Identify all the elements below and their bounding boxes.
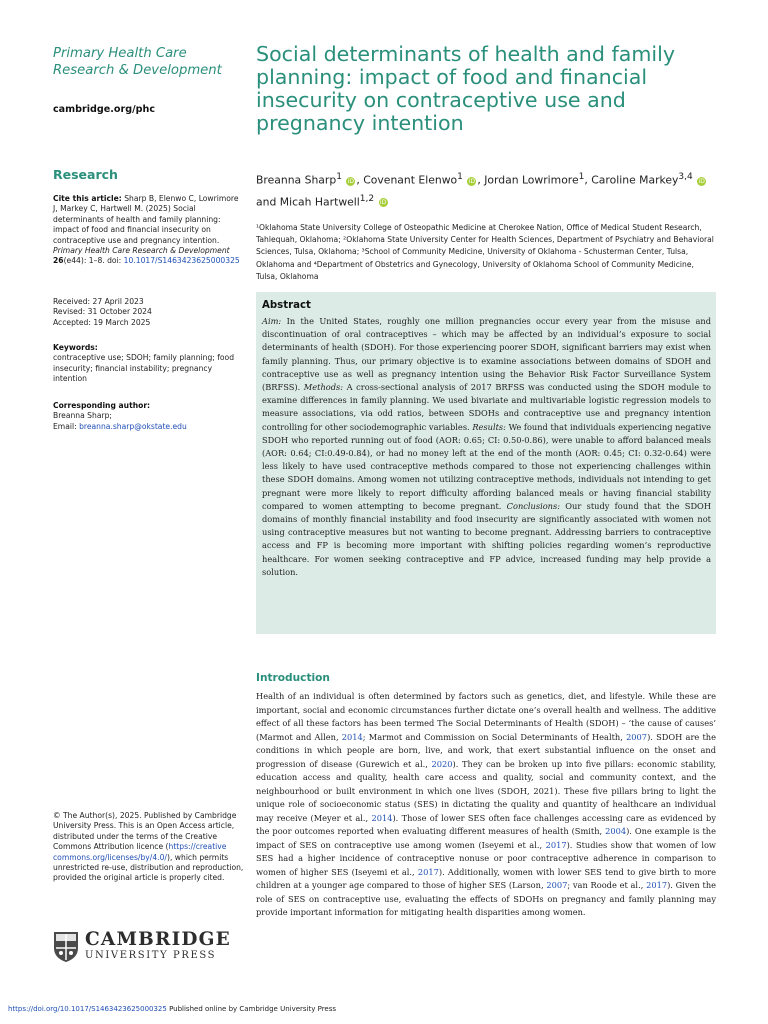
abstract-methods-label: Methods: bbox=[303, 382, 344, 393]
affiliations: ¹Oklahoma State University College of Osteopathic Medicine at Cherokee Nation, Office of Medical Student Research, Tahlequah, Oklahoma; ²Oklahoma State University Center for Health Sciences, Department of Psychiatry and Behavioral Sciences, Tulsa, Oklahoma; ³School of Community Medicine, University of Oklahoma - Schusterman Center, Tulsa, Oklahoma and ⁴Department of Obstetrics and Gynecology, University of Oklahoma School of Community Medicine, Tulsa, Oklahoma bbox=[256, 223, 714, 281]
orcid-icon[interactable]: iD bbox=[698, 177, 705, 185]
corresponding-author-block bbox=[53, 401, 245, 432]
author-sup: 1 bbox=[578, 172, 585, 182]
abstract-results-label: Results: bbox=[472, 421, 506, 432]
citation-link[interactable]: 2007 bbox=[546, 880, 568, 890]
page-footer bbox=[8, 1005, 336, 1013]
orcid-icon[interactable]: iD bbox=[379, 199, 387, 207]
citation-link[interactable]: 2020 bbox=[431, 758, 453, 769]
cite-doi-link[interactable]: 10.1017/S1463423625000325 bbox=[123, 256, 240, 266]
intro-text: ). Given the role of SES on contraceptive use, evaluating the effects of SDOHs on pregnancy and family planning may provide important information for mitigating health disparities among women. bbox=[256, 880, 717, 917]
cite-pages: (e44): 1–8. doi: bbox=[63, 256, 122, 266]
keywords-list: contraceptive use; SDOH; family planning; food insecurity; financial instability; pregnancy intention bbox=[53, 353, 235, 384]
orcid-icon[interactable]: iD bbox=[468, 177, 475, 185]
license-link[interactable]: https://creative commons.org/licenses/by/4.0/ bbox=[53, 842, 227, 862]
citation-link[interactable]: 2014 bbox=[341, 731, 363, 742]
cite-text: Sharp B, Elenwo C, Lowrimore J, Markey C, Hartwell M. (2025) Social determinants of health and family planning: impact of food and financial insecurity on contraceptive use and pregnancy intention. bbox=[53, 194, 239, 245]
cambridge-logo bbox=[53, 930, 243, 964]
journal-name: Primary Health Care Research & Development bbox=[53, 46, 222, 78]
citation-link[interactable]: 2017 bbox=[417, 866, 439, 877]
intro-text: ). Additionally, women with lower SES tend to give birth to more children at a younger age compared to those of higher SES (Larson, bbox=[256, 866, 716, 890]
introduction-heading: Introduction bbox=[256, 672, 330, 684]
introduction-paragraph bbox=[256, 690, 716, 920]
corr-email-link[interactable]: breanna.sharp@okstate.edu bbox=[79, 421, 187, 431]
citation-link[interactable]: 2014 bbox=[371, 812, 393, 823]
intro-text: Health of an individual is often determined by factors such as genetics, diet, and lifestyle. While these are important, social and economic circumstances further dictate one’s overall health and wellness. The additive effect of all these factors has been termed The Social Determinants of Health (SDOH) – ‘the cause of causes’ (Marmot and Allen, bbox=[256, 691, 716, 742]
author-and: and bbox=[256, 195, 277, 209]
abstract-text bbox=[262, 315, 711, 579]
intro-text: ). One example is the impact of SES on contraceptive use among women (Iseyemi et al., bbox=[256, 826, 716, 850]
abstract-results: We found that individuals experiencing negative SDOH who reported running out of food (AOR: 0.65; CI: 0.50-0.86), were unable to afford balanced meals (AOR: 0.64; CI:0.49-0.84), or had no money left at the end of the month (AOR: 0.45; CI: 0.32-0.64) were less likely to have used contraceptive methods compared to those not experiencing challenges within these SDOH domains. Among women not utilizing contraceptive methods, individuals not intending to get pregnant were more likely to report difficulty affording balanced meals or having financial stability compared to women attempting to become pregnant. bbox=[262, 421, 712, 511]
author-name[interactable]: Jordan Lowrimore bbox=[484, 173, 579, 187]
intro-text: ; van Roode et al., bbox=[567, 880, 647, 890]
dates-block bbox=[53, 297, 245, 328]
revised-date: Revised: 31 October 2024 bbox=[53, 307, 152, 317]
citation-block bbox=[53, 194, 245, 267]
license-text-2: ), which permits unrestricted re-use, distribution and reproduction, provided the original article is properly cited. bbox=[53, 852, 244, 883]
abstract-methods: A cross-sectional analysis of 2017 BRFSS was conducted using the SDOH module to examine differences in family planning. We used bivariate and multivariable logistic regression models to measure associations, via odd ratios, between SDOHs and contraceptive use and pregnancy intention controlling for other sociodemographic variables. bbox=[262, 382, 712, 432]
abstract-aim-label: Aim: bbox=[262, 316, 282, 326]
article-title: Social determinants of health and family planning: impact of food and financial insecurity on contraceptive use and pregnancy intention bbox=[256, 42, 676, 135]
article-type: Research bbox=[53, 167, 118, 182]
corr-label: Corresponding author: bbox=[53, 401, 151, 410]
license-block bbox=[53, 811, 245, 884]
author-sup: 1,2 bbox=[359, 193, 375, 204]
received-date: Received: 27 April 2023 bbox=[53, 297, 144, 306]
keywords-label: Keywords: bbox=[53, 343, 98, 352]
abstract-conclusions: Our study found that the SDOH domains of monthly financial instability and food insecurity are significantly associated with women not using contraceptive measures but not wanting to become pregnant. Addressing barriers to contraceptive access and FP is becoming more important with shifting policies regarding women’s reproductive healthcare. For women seeking contraceptive and FP advice, increased funding may help provide a solution. bbox=[262, 500, 712, 577]
accepted-date: Accepted: 19 March 2025 bbox=[53, 317, 151, 327]
citation-link[interactable]: 2004 bbox=[605, 826, 627, 836]
intro-text: ; Marmot and Commission on Social Determinants of Health, bbox=[362, 731, 627, 742]
cite-label: Cite this article: bbox=[53, 194, 122, 203]
author-list: Breanna Sharp$^1$ iD , Covenant Elenwo$^1$ iD , Jordan Lowrimore$^1$, Caroline Markey$^{3,4}$ iD and Micah Hartwell$^{1,2}$ iD bbox=[256, 172, 705, 209]
cite-volume: 26 bbox=[53, 256, 64, 266]
author-name[interactable]: Caroline Markey bbox=[591, 173, 679, 187]
author-sup: 1 bbox=[457, 172, 463, 182]
cambridge-shield-icon bbox=[53, 931, 79, 963]
license-text-1: © The Author(s), 2025. Published by Cambridge University Press. This is an Open Access article, distributed under the terms of the Creative Commons Attribution licence ( bbox=[53, 811, 237, 852]
footer-published: Published online by Cambridge University Press bbox=[166, 1005, 337, 1013]
abstract-heading: Abstract bbox=[262, 300, 311, 311]
footer-doi-link[interactable]: https://doi.org/10.1017/S1463423625000325 bbox=[8, 1005, 167, 1013]
intro-text: ). Those of lower SES often face challenges accessing care as evidenced by the poor outcomes reported when evaluating different measures of health (Smith, bbox=[256, 812, 717, 836]
author-sup: 3,4 bbox=[678, 172, 693, 182]
keywords-block bbox=[53, 343, 245, 385]
corr-name: Breanna Sharp; bbox=[53, 411, 112, 421]
abstract-aim: In the United States, roughly one million pregnancies occur every year from the misuse and discontinuation of oral contraceptives – which may be affected by an individual’s exposure to social determinants of health (SDOH). For those experiencing poorer SDOH, significant barriers may exist when family planning. Thus, our primary objective is to examine associations between domains of SDOH and contraceptive use as well as pregnancy intention using the Behavior Risk Factor Surveillance System (BRFSS). bbox=[262, 316, 712, 393]
intro-text: ). They can be broken up into five pillars: economic stability, education access and quality, health care access and quality, social and community context, and the neighbourhood or built environment in which one lives (SDOH, 2021). These five pillars bring to light the unique role of socioeconomic status (SES) in dictating the quality and quantity of healthcare an individual may receive (Meyer et al., bbox=[256, 758, 716, 823]
abstract-conclusions-label: Conclusions: bbox=[506, 500, 561, 511]
intro-text: ). SDOH are the conditions in which people are born, live, and work, that exert substantial influence on the onset and progression of disease (Gurewich et al., bbox=[256, 731, 716, 769]
abstract-box bbox=[256, 292, 716, 634]
orcid-icon[interactable]: iD bbox=[347, 177, 355, 185]
author-name[interactable]: Micah Hartwell bbox=[279, 195, 360, 209]
citation-link[interactable]: 2017 bbox=[646, 880, 668, 890]
author-sup: 1 bbox=[336, 172, 342, 182]
author-name[interactable]: Covenant Elenwo bbox=[363, 173, 458, 187]
citation-link[interactable]: 2007 bbox=[626, 731, 648, 742]
author-name[interactable]: Breanna Sharp bbox=[256, 173, 337, 187]
cite-journal: Primary Health Care Research & Development bbox=[53, 246, 230, 256]
citation-link[interactable]: 2017 bbox=[545, 839, 567, 850]
journal-url[interactable]: cambridge.org/phc bbox=[53, 104, 156, 115]
logo-small-text: UNIVERSITY PRESS bbox=[85, 950, 217, 961]
logo-big-text: CAMBRIDGE bbox=[85, 929, 231, 950]
intro-text: ). Studies show that women of low SES had a higher incidence of contraceptive nonuse or poor contraceptive adherence in comparison to women of higher SES (Iseyemi et al., bbox=[256, 839, 716, 877]
corr-email-label: Email: bbox=[53, 421, 77, 431]
